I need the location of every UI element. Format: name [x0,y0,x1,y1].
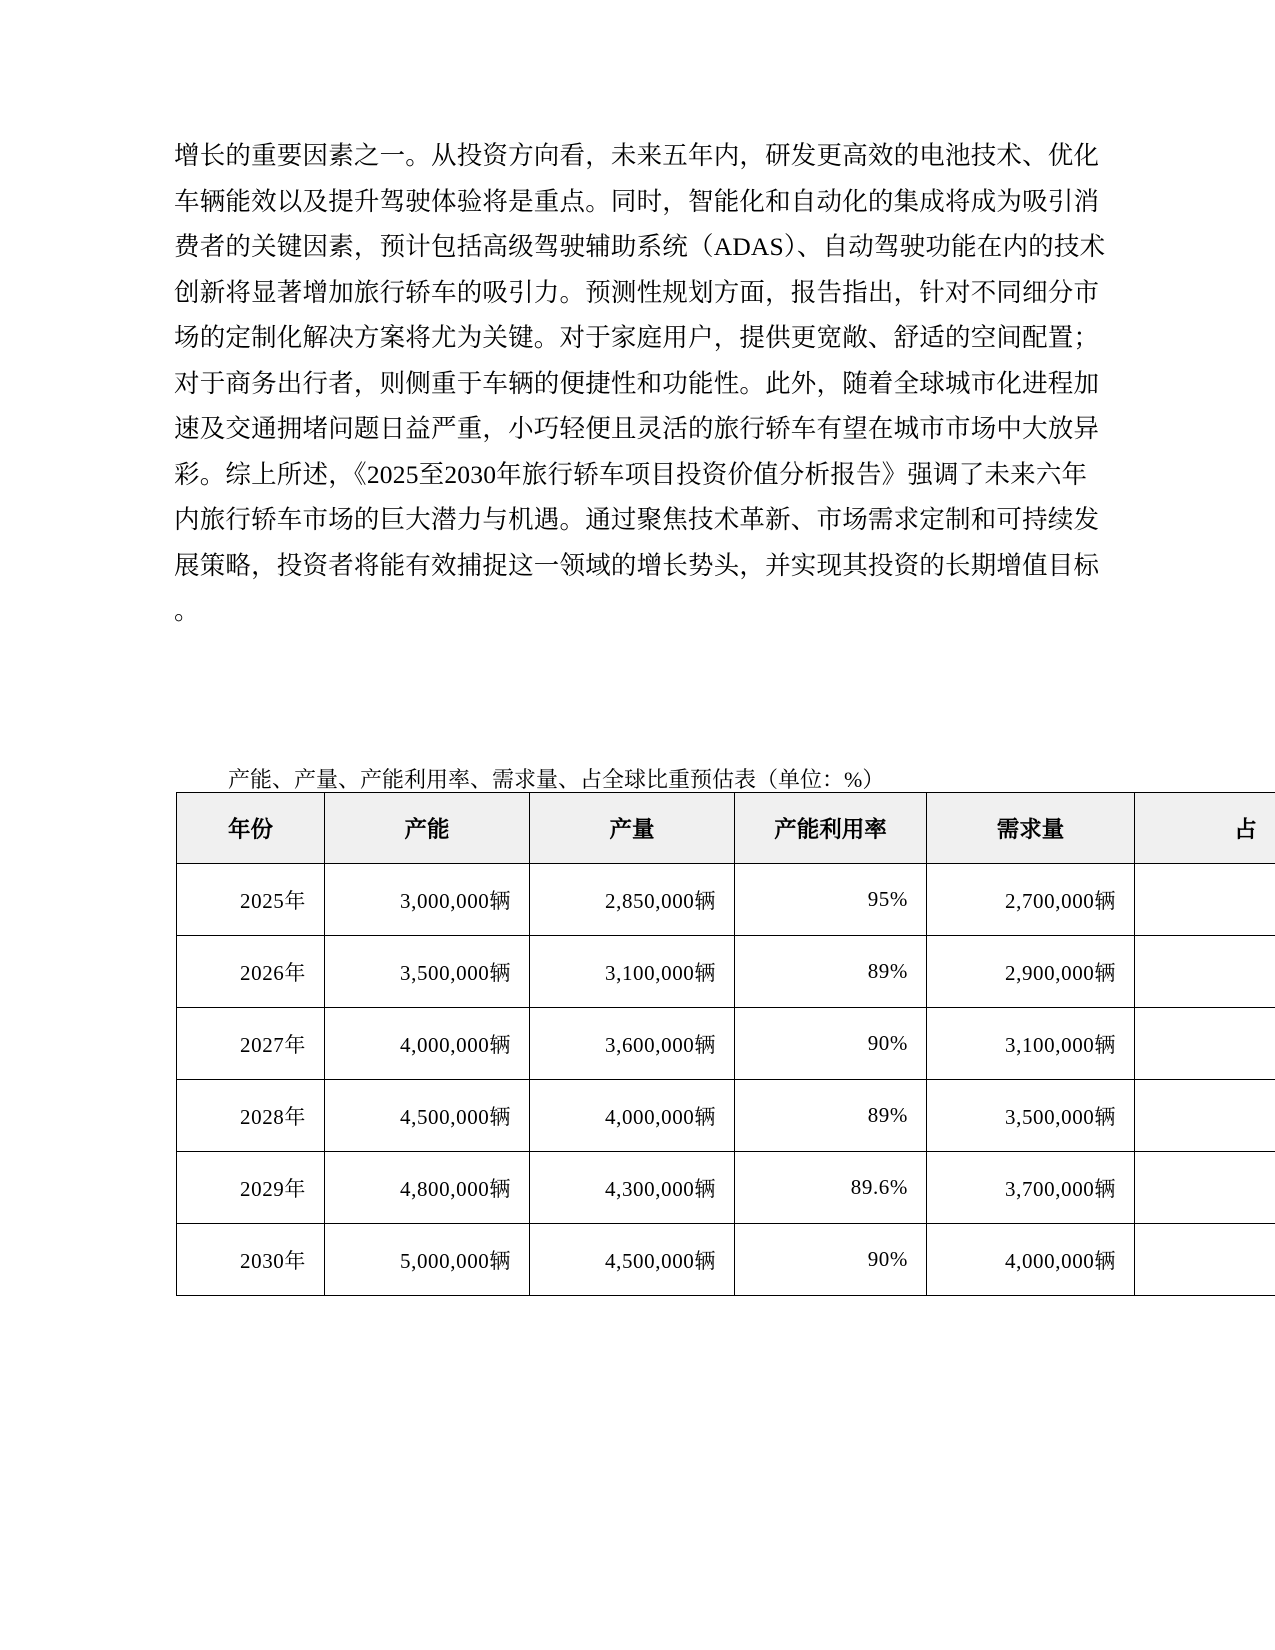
cell-capacity: 4,500,000辆 [325,1080,530,1152]
cell-demand: 2,900,000辆 [927,936,1135,1008]
cell-demand: 3,500,000辆 [927,1080,1135,1152]
column-header-output: 产量 [530,793,735,864]
cell-output: 4,500,000辆 [530,1224,735,1296]
cell-capacity: 4,800,000辆 [325,1152,530,1224]
cell-global-share [1135,1008,1275,1080]
column-header-capacity: 产能 [325,793,530,864]
cell-year: 2025年 [177,864,325,936]
table-row [177,1152,1275,1224]
cell-utilization: 89% [735,1080,927,1152]
table-row [177,1008,1275,1080]
cell-year: 2028年 [177,1080,325,1152]
paragraph-line: 。 [174,596,200,625]
cell-output: 4,300,000辆 [530,1152,735,1224]
paragraph-line: 展策略，投资者将能有效捕捉这一领域的增长势头，并实现其投资的长期增值目标 [174,550,1100,580]
cell-global-share [1135,1080,1275,1152]
cell-output: 2,850,000辆 [530,864,735,936]
cell-global-share [1135,1152,1275,1224]
cell-capacity: 3,000,000辆 [325,864,530,936]
paragraph-line: 速及交通拥堵问题日益严重，小巧轻便且灵活的旅行轿车有望在城市市场中大放异 [174,414,1100,443]
cell-output: 3,600,000辆 [530,1008,735,1080]
paragraph-line: 彩。综上所述，《2025至2030年旅行轿车项目投资价值分析报告》强调了未来六年 [174,459,1088,489]
cell-utilization: 95% [735,864,927,936]
cell-capacity: 3,500,000辆 [325,936,530,1008]
cell-global-share [1135,936,1275,1008]
paragraph-line: 对于商务出行者，则侧重于车辆的便捷性和功能性。此外，随着全球城市化进程加 [174,368,1100,398]
paragraph-line: 车辆能效以及提升驾驶体验将是重点。同时，智能化和自动化的集成将成为吸引消 [174,186,1100,216]
paragraph-line: 场的定制化解决方案将尤为关键。对于家庭用户，提供更宽敞、舒适的空间配置； [174,323,1100,352]
cell-capacity: 5,000,000辆 [325,1224,530,1296]
cell-demand: 2,700,000辆 [927,864,1135,936]
cell-year: 2030年 [177,1224,325,1296]
cell-demand: 4,000,000辆 [927,1224,1135,1296]
cell-year: 2027年 [177,1008,325,1080]
table-row [177,1224,1275,1296]
cell-global-share [1135,1224,1275,1296]
cell-capacity: 4,000,000辆 [325,1008,530,1080]
cell-year: 2029年 [177,1152,325,1224]
cell-demand: 3,700,000辆 [927,1152,1135,1224]
cell-utilization: 89% [735,936,927,1008]
table-row [177,936,1275,1008]
estimate-table-container [176,792,1275,1296]
paragraph-line: 费者的关键因素，预计包括高级驾驶辅助系统（ADAS）、自动驾驶功能在内的技术 [174,232,1106,261]
cell-utilization: 90% [735,1224,927,1296]
cell-utilization: 90% [735,1008,927,1080]
cell-demand: 3,100,000辆 [927,1008,1135,1080]
cell-year: 2026年 [177,936,325,1008]
column-header-utilization: 产能利用率 [735,793,927,864]
body-paragraph [174,133,1106,634]
table-caption: 产能、产量、产能利用率、需求量、占全球比重预估表（单位：%） [228,767,885,792]
table-row [177,864,1275,936]
column-header-global-share: 占 [1135,793,1275,864]
cell-output: 3,100,000辆 [530,936,735,1008]
paragraph-line: 创新将显著增加旅行轿车的吸引力。预测性规划方面，报告指出，针对不同细分市 [174,277,1100,307]
cell-global-share [1135,864,1275,936]
table-header-row [177,793,1275,864]
cell-output: 4,000,000辆 [530,1080,735,1152]
paragraph-line: 增长的重要因素之一。从投资方向看，未来五年内，研发更高效的电池技术、优化 [174,141,1100,170]
column-header-year: 年份 [177,793,325,864]
table-row [177,1080,1275,1152]
estimate-table [176,792,1275,1296]
column-header-demand: 需求量 [927,793,1135,864]
paragraph-line: 内旅行轿车市场的巨大潜力与机遇。通过聚焦技术革新、市场需求定制和可持续发 [174,505,1100,534]
cell-utilization: 89.6% [735,1152,927,1224]
